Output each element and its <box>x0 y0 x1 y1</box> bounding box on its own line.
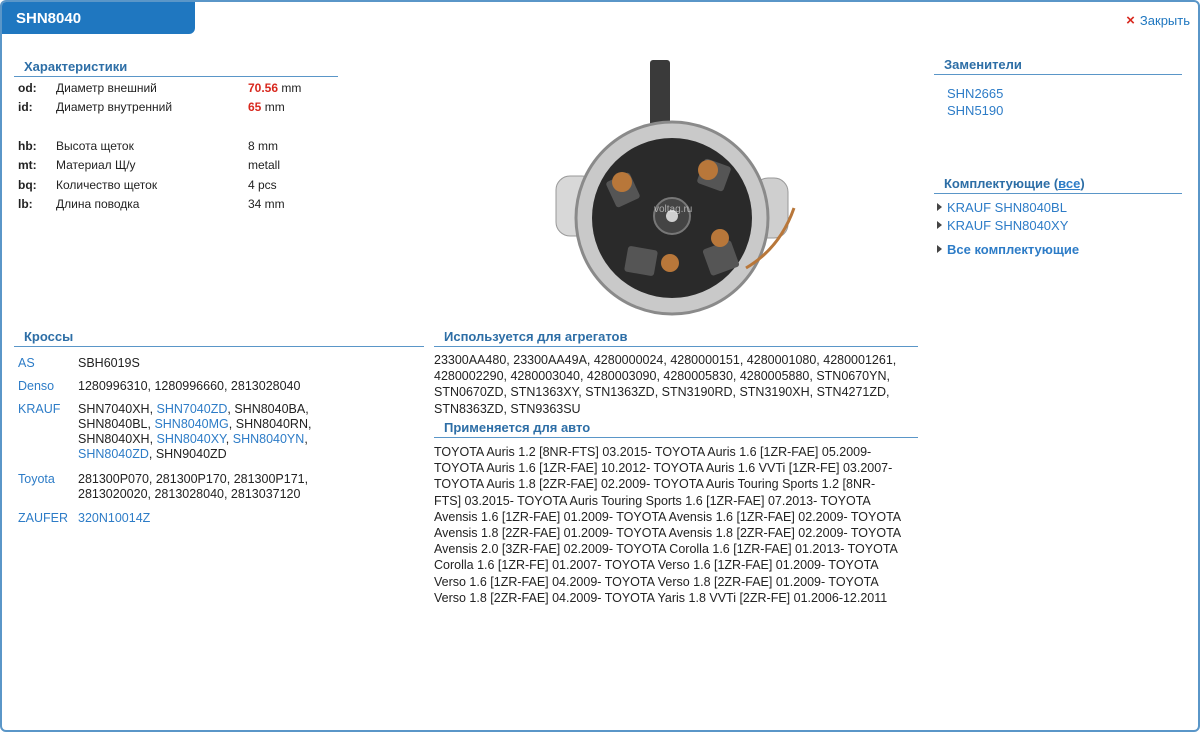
cross-part-text: , <box>304 432 308 446</box>
spec-value-highlight: 65 <box>248 100 262 114</box>
replacement-link[interactable]: SHN5190 <box>947 103 1004 118</box>
vehicles-heading: Применяется для авто <box>434 420 918 438</box>
spec-name: Длина поводка <box>56 197 140 211</box>
cross-parts <box>78 402 348 462</box>
spec-value: metall <box>248 158 281 172</box>
product-image-spring-3 <box>661 254 679 272</box>
spec-name: Количество щеток <box>56 178 158 192</box>
spec-code: id: <box>18 100 33 114</box>
chevron-right-icon <box>937 221 942 229</box>
spec-code: lb: <box>18 197 33 211</box>
replacement-link[interactable]: SHN2665 <box>947 86 1004 101</box>
aggregates-heading: Используется для агрегатов <box>434 329 918 347</box>
spec-value: 8 mm <box>248 139 278 153</box>
cross-part-text: , SHN8040RN, SHN8040XH, <box>78 417 312 446</box>
spec-value: 4 pcs <box>248 178 277 192</box>
cross-part-text: 1280996310, 1280996660, 2813028040 <box>78 379 301 393</box>
product-image-spring-1 <box>612 172 632 192</box>
cross-brand[interactable]: Toyota <box>18 472 55 486</box>
cross-part-link[interactable]: SHN8040ZD <box>78 447 149 461</box>
cross-parts <box>78 511 348 526</box>
spec-code: od: <box>18 81 37 95</box>
spec-name: Диаметр внешний <box>56 81 157 95</box>
title-tab <box>2 2 195 34</box>
components-all-link[interactable]: все <box>1058 176 1081 191</box>
components-title: Комплектующие <box>944 176 1051 191</box>
product-image-spring-4 <box>711 229 729 247</box>
cross-brand[interactable]: AS <box>18 356 35 370</box>
cross-parts <box>78 356 348 371</box>
product-image-connector <box>650 60 670 130</box>
cross-part-text: , SHN9040ZD <box>148 447 227 461</box>
cross-brand[interactable]: ZAUFER <box>18 511 68 525</box>
product-image-brush-3 <box>624 246 658 277</box>
chevron-right-icon <box>937 245 942 253</box>
cross-part-link[interactable]: 320N10014Z <box>78 511 151 525</box>
cross-brand[interactable]: KRAUF <box>18 402 61 416</box>
spec-code: bq: <box>18 178 37 192</box>
component-link[interactable]: KRAUF SHN8040BL <box>937 200 1067 215</box>
cross-part-text: , <box>225 432 233 446</box>
spec-code: mt: <box>18 158 37 172</box>
spec-name: Диаметр внутренний <box>56 100 173 114</box>
cross-parts <box>78 379 348 394</box>
cross-part-text: 281300P070, 281300P170, 281300P171, 2813020020, 2813028040, 2813037120 <box>78 472 309 501</box>
cross-parts <box>78 472 348 502</box>
cross-part-link[interactable]: SHN8040YN <box>232 432 305 446</box>
cross-part-link[interactable]: SHN8040MG <box>154 417 229 431</box>
components-heading: Комплектующие (все) <box>934 176 1182 194</box>
cross-part-link[interactable]: SHN8040XY <box>156 432 226 446</box>
component-link[interactable]: KRAUF SHN8040XY <box>937 218 1068 233</box>
crosses-heading: Кроссы <box>14 329 424 347</box>
close-icon: × <box>1126 12 1135 29</box>
spec-code: hb: <box>18 139 37 153</box>
specs-heading: Характеристики <box>14 59 338 77</box>
spec-value: 34 mm <box>248 197 285 211</box>
chevron-right-icon <box>937 203 942 211</box>
product-image-watermark: voltag.ru <box>654 204 693 215</box>
cross-brand[interactable]: Denso <box>18 379 55 393</box>
product-image-spring-2 <box>698 160 718 180</box>
all-components-link[interactable]: Все комплектующие <box>937 242 1079 257</box>
cross-part-text: , SHN8040BA, SHN8040BL, <box>78 402 309 431</box>
cross-part-link[interactable]: SHN7040ZD <box>156 402 228 416</box>
spec-value: 70.56 mm <box>248 81 302 95</box>
page-title: SHN8040 <box>16 10 82 27</box>
spec-value: 65 mm <box>248 100 285 114</box>
close-label: Закрыть <box>1139 13 1190 28</box>
cross-part-text: SHN7040XH, <box>78 402 157 416</box>
spec-name: Материал Щ/у <box>56 158 136 172</box>
spec-name: Высота щеток <box>56 139 134 153</box>
cross-part-text: SBH6019S <box>78 356 140 370</box>
spec-value-highlight: 70.56 <box>248 81 279 95</box>
vehicles-text: TOYOTA Auris 1.2 [8NR-FTS] 03.2015- TOYOTA Auris 1.6 [1ZR-FAE] 05.2009- TOYOTA Auris 1.6 [1ZR-FAE] 10.2012- TOYOTA Auris 1.6 VVTi [1ZR-FE] 03.2007- TOYOTA Auris 1.8 [2ZR-FAE] 02.2009- TOYOTA Auris Touring Sports 1.2 [8NR-FTS] 03.2015- TOYOTA Auris Touring Sports 1.6 [1ZR-FAE] 07.2013- TOYOTA Avensis 1.6 [1ZR-FAE] 01.2009- TOYOTA Avensis 1.6 [1ZR-FAE] 02.2009- TOYOTA Avensis 1.8 [2ZR-FAE] 01.2009- TOYOTA Avensis 1.8 [2ZR-FAE] 02.2009- TOYOTA Avensis 2.0 [3ZR-FAE] 02.2009- TOYOTA Corolla 1.6 [1ZR-FAE] 01.2013- TOYOTA Corolla 1.6 [1ZR-FE] 01.2007- TOYOTA Verso 1.6 [1ZR-FAE] 01.2009- TOYOTA Verso 1.6 [1ZR-FAE] 04.2009- TOYOTA Verso 1.8 [2ZR-FAE] 01.2009- TOYOTA Verso 1.8 [2ZR-FAE] 04.2009- TOYOTA Yaris 1.8 VVTi [2ZR-FE] 01.2006-12.2011 <box>434 445 901 605</box>
close-button[interactable] <box>1126 12 1190 29</box>
replacements-heading: Заменители <box>934 57 1182 75</box>
product-image <box>550 58 800 320</box>
aggregates-text: 23300AA480, 23300AA49A, 4280000024, 4280000151, 4280001080, 4280001261, 4280002290, 4280003040, 4280003090, 4280005830, 4280005880, STN0670YN, STN0670ZD, STN1363XY, STN1363ZD, STN3190RD, STN3190XH, STN4271ZD, STN8363ZD, STN9363SU <box>434 353 897 416</box>
